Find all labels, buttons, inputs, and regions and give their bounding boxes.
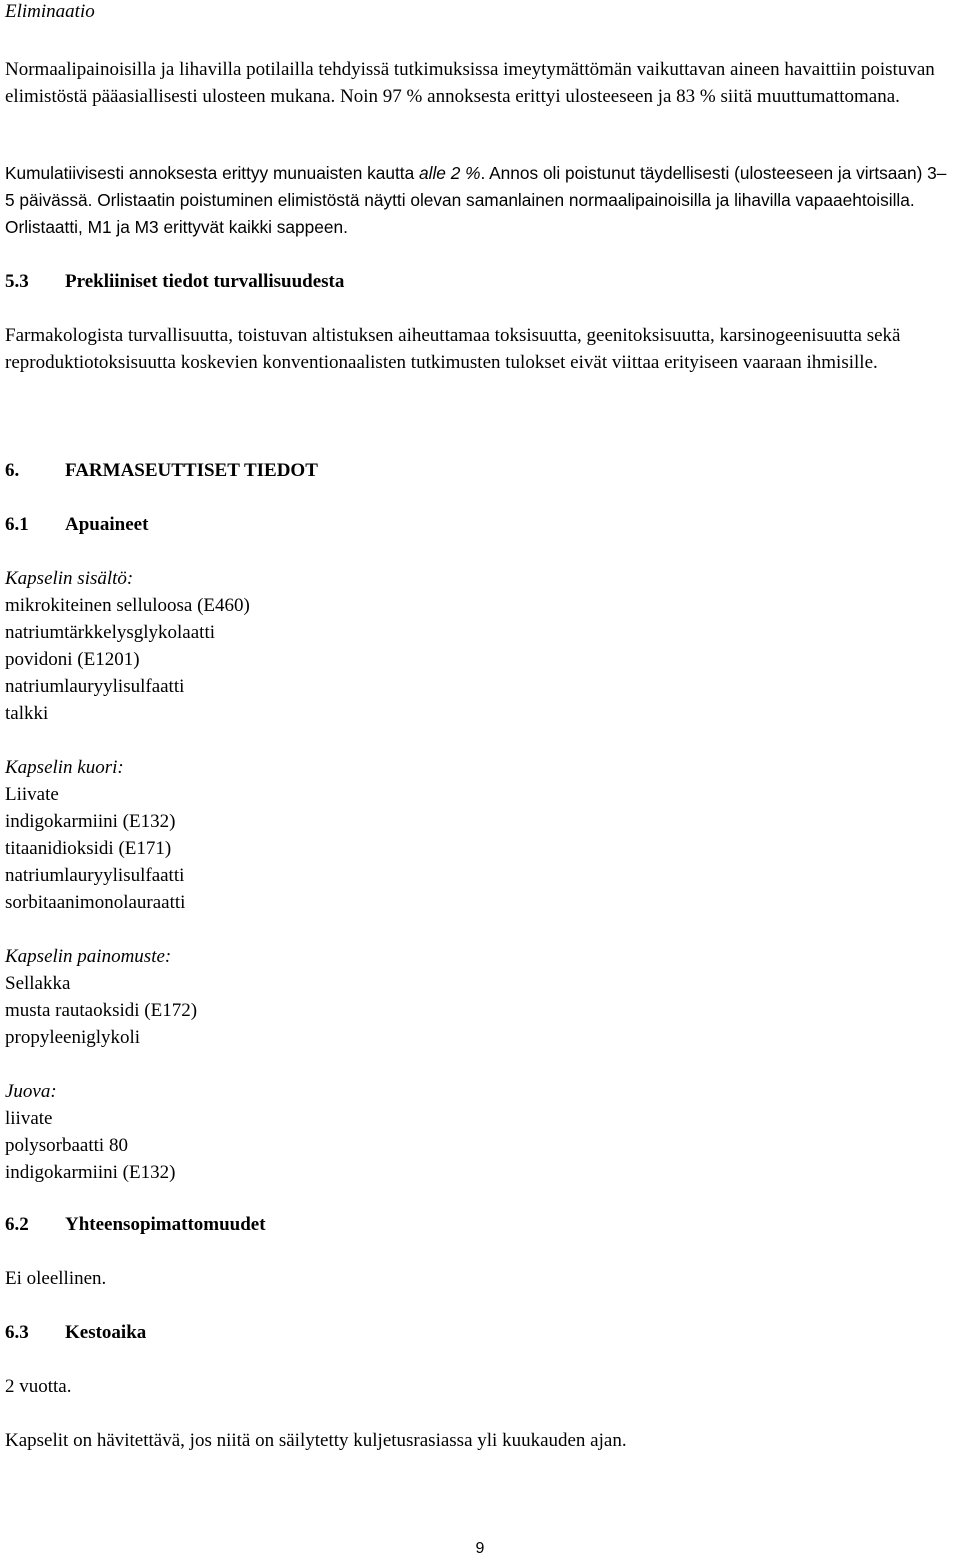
list-item: indigokarmiini (E132) xyxy=(5,1162,176,1183)
excipient-group-band xyxy=(5,1078,955,1186)
section-number: 6.1 xyxy=(5,514,29,535)
section-title: Kestoaika xyxy=(65,1322,147,1343)
text-run: Kumulatiivisesti annoksesta erittyy munuaisten kautta xyxy=(5,163,415,183)
excipient-group-capsule-content xyxy=(5,565,955,727)
list-item: natriumlauryylisulfaatti xyxy=(5,865,185,886)
paragraph-text: 2 vuotta. xyxy=(5,1376,72,1397)
list-item: mikrokiteinen selluloosa (E460) xyxy=(5,595,250,616)
elimination-heading xyxy=(5,0,955,25)
list-item: povidoni (E1201) xyxy=(5,649,140,670)
list-item: Liivate xyxy=(5,784,59,805)
list-item: natriumtärkkelysglykolaatti xyxy=(5,622,216,643)
section-6-heading xyxy=(5,457,955,484)
page-number: 9 xyxy=(475,1540,485,1557)
list-item: propyleeniglykoli xyxy=(5,1027,141,1048)
list-item: indigokarmiini (E132) xyxy=(5,811,176,832)
paragraph-text: Kapselit on hävitettävä, jos niitä on säilytetty kuljetusrasiassa yli kuukauden ajan. xyxy=(5,1430,627,1451)
group-label: Juova: xyxy=(5,1081,57,1102)
text-run: . Annos oli poistunut täydellisesti (ulosteeseen ja virtsaan) 3–5 päivässä. Orlistaatin poistuminen elimistöstä näytti olevan samanlainen normaalipainoisilla ja lihavilla vapaaehtoisilla. xyxy=(5,163,947,210)
list-item: titaanidioksidi (E171) xyxy=(5,838,172,859)
paragraph-text xyxy=(5,160,955,241)
excipient-group-capsule-shell xyxy=(5,754,955,916)
section-number: 6.3 xyxy=(5,1322,29,1343)
list-item: Sellakka xyxy=(5,973,71,994)
section-6-1-heading xyxy=(5,511,955,538)
list-item: musta rautaoksidi (E172) xyxy=(5,1000,198,1021)
section-title: FARMASEUTTISET TIEDOT xyxy=(65,460,318,481)
section-number: 5.3 xyxy=(5,271,29,292)
section-6-3-body-2 xyxy=(5,1427,955,1454)
list-item: polysorbaatti 80 xyxy=(5,1135,128,1156)
list-item: talkki xyxy=(5,703,49,724)
elimination-paragraph-1 xyxy=(5,56,955,110)
paragraph-text: Farmakologista turvallisuutta, toistuvan altistuksen aiheuttamaa toksisuutta, geenitoksisuutta, karsinogeenisuutta sekä reproduktiotoksisuutta koskevien konventionaalisten tutkimusten tulokset eivät viittaa erityiseen vaaraan ihmisille. xyxy=(5,325,901,373)
emphasis-text: alle 2 % xyxy=(419,163,481,183)
section-number: 6. xyxy=(5,460,20,481)
group-label: Kapselin sisältö: xyxy=(5,568,134,589)
section-6-3-body-1 xyxy=(5,1373,955,1400)
section-subheading: Eliminaatio xyxy=(5,1,95,22)
group-label: Kapselin painomuste: xyxy=(5,946,172,967)
section-5-3-body xyxy=(5,322,955,376)
section-6-2-body xyxy=(5,1265,955,1292)
section-5-3-heading xyxy=(5,268,955,295)
section-6-3-heading xyxy=(5,1319,955,1346)
section-title: Apuaineet xyxy=(65,514,149,535)
section-title: Prekliiniset tiedot turvallisuudesta xyxy=(65,271,345,292)
text-run: Orlistaatti, M1 ja M3 erittyvät kaikki sappeen. xyxy=(5,217,348,237)
list-item: natriumlauryylisulfaatti xyxy=(5,676,185,697)
paragraph-text: Ei oleellinen. xyxy=(5,1268,107,1289)
paragraph-text: Normaalipainoisilla ja lihavilla potilailla tehdyissä tutkimuksissa imeytymättömän vaikuttavan aineen havaittiin poistuvan elimistöstä pääasiallisesti ulosteen mukana. Noin 97 % annoksesta erittyi ulosteeseen ja 83 % siitä muuttumattomana. xyxy=(5,59,935,107)
excipient-group-printing-ink xyxy=(5,943,955,1051)
elimination-paragraph-2 xyxy=(5,160,955,241)
list-item: liivate xyxy=(5,1108,53,1129)
group-label: Kapselin kuori: xyxy=(5,757,124,778)
section-number: 6.2 xyxy=(5,1214,29,1235)
section-title: Yhteensopimattomuudet xyxy=(65,1214,266,1235)
section-6-2-heading xyxy=(5,1211,955,1238)
list-item: sorbitaanimonolauraatti xyxy=(5,892,186,913)
